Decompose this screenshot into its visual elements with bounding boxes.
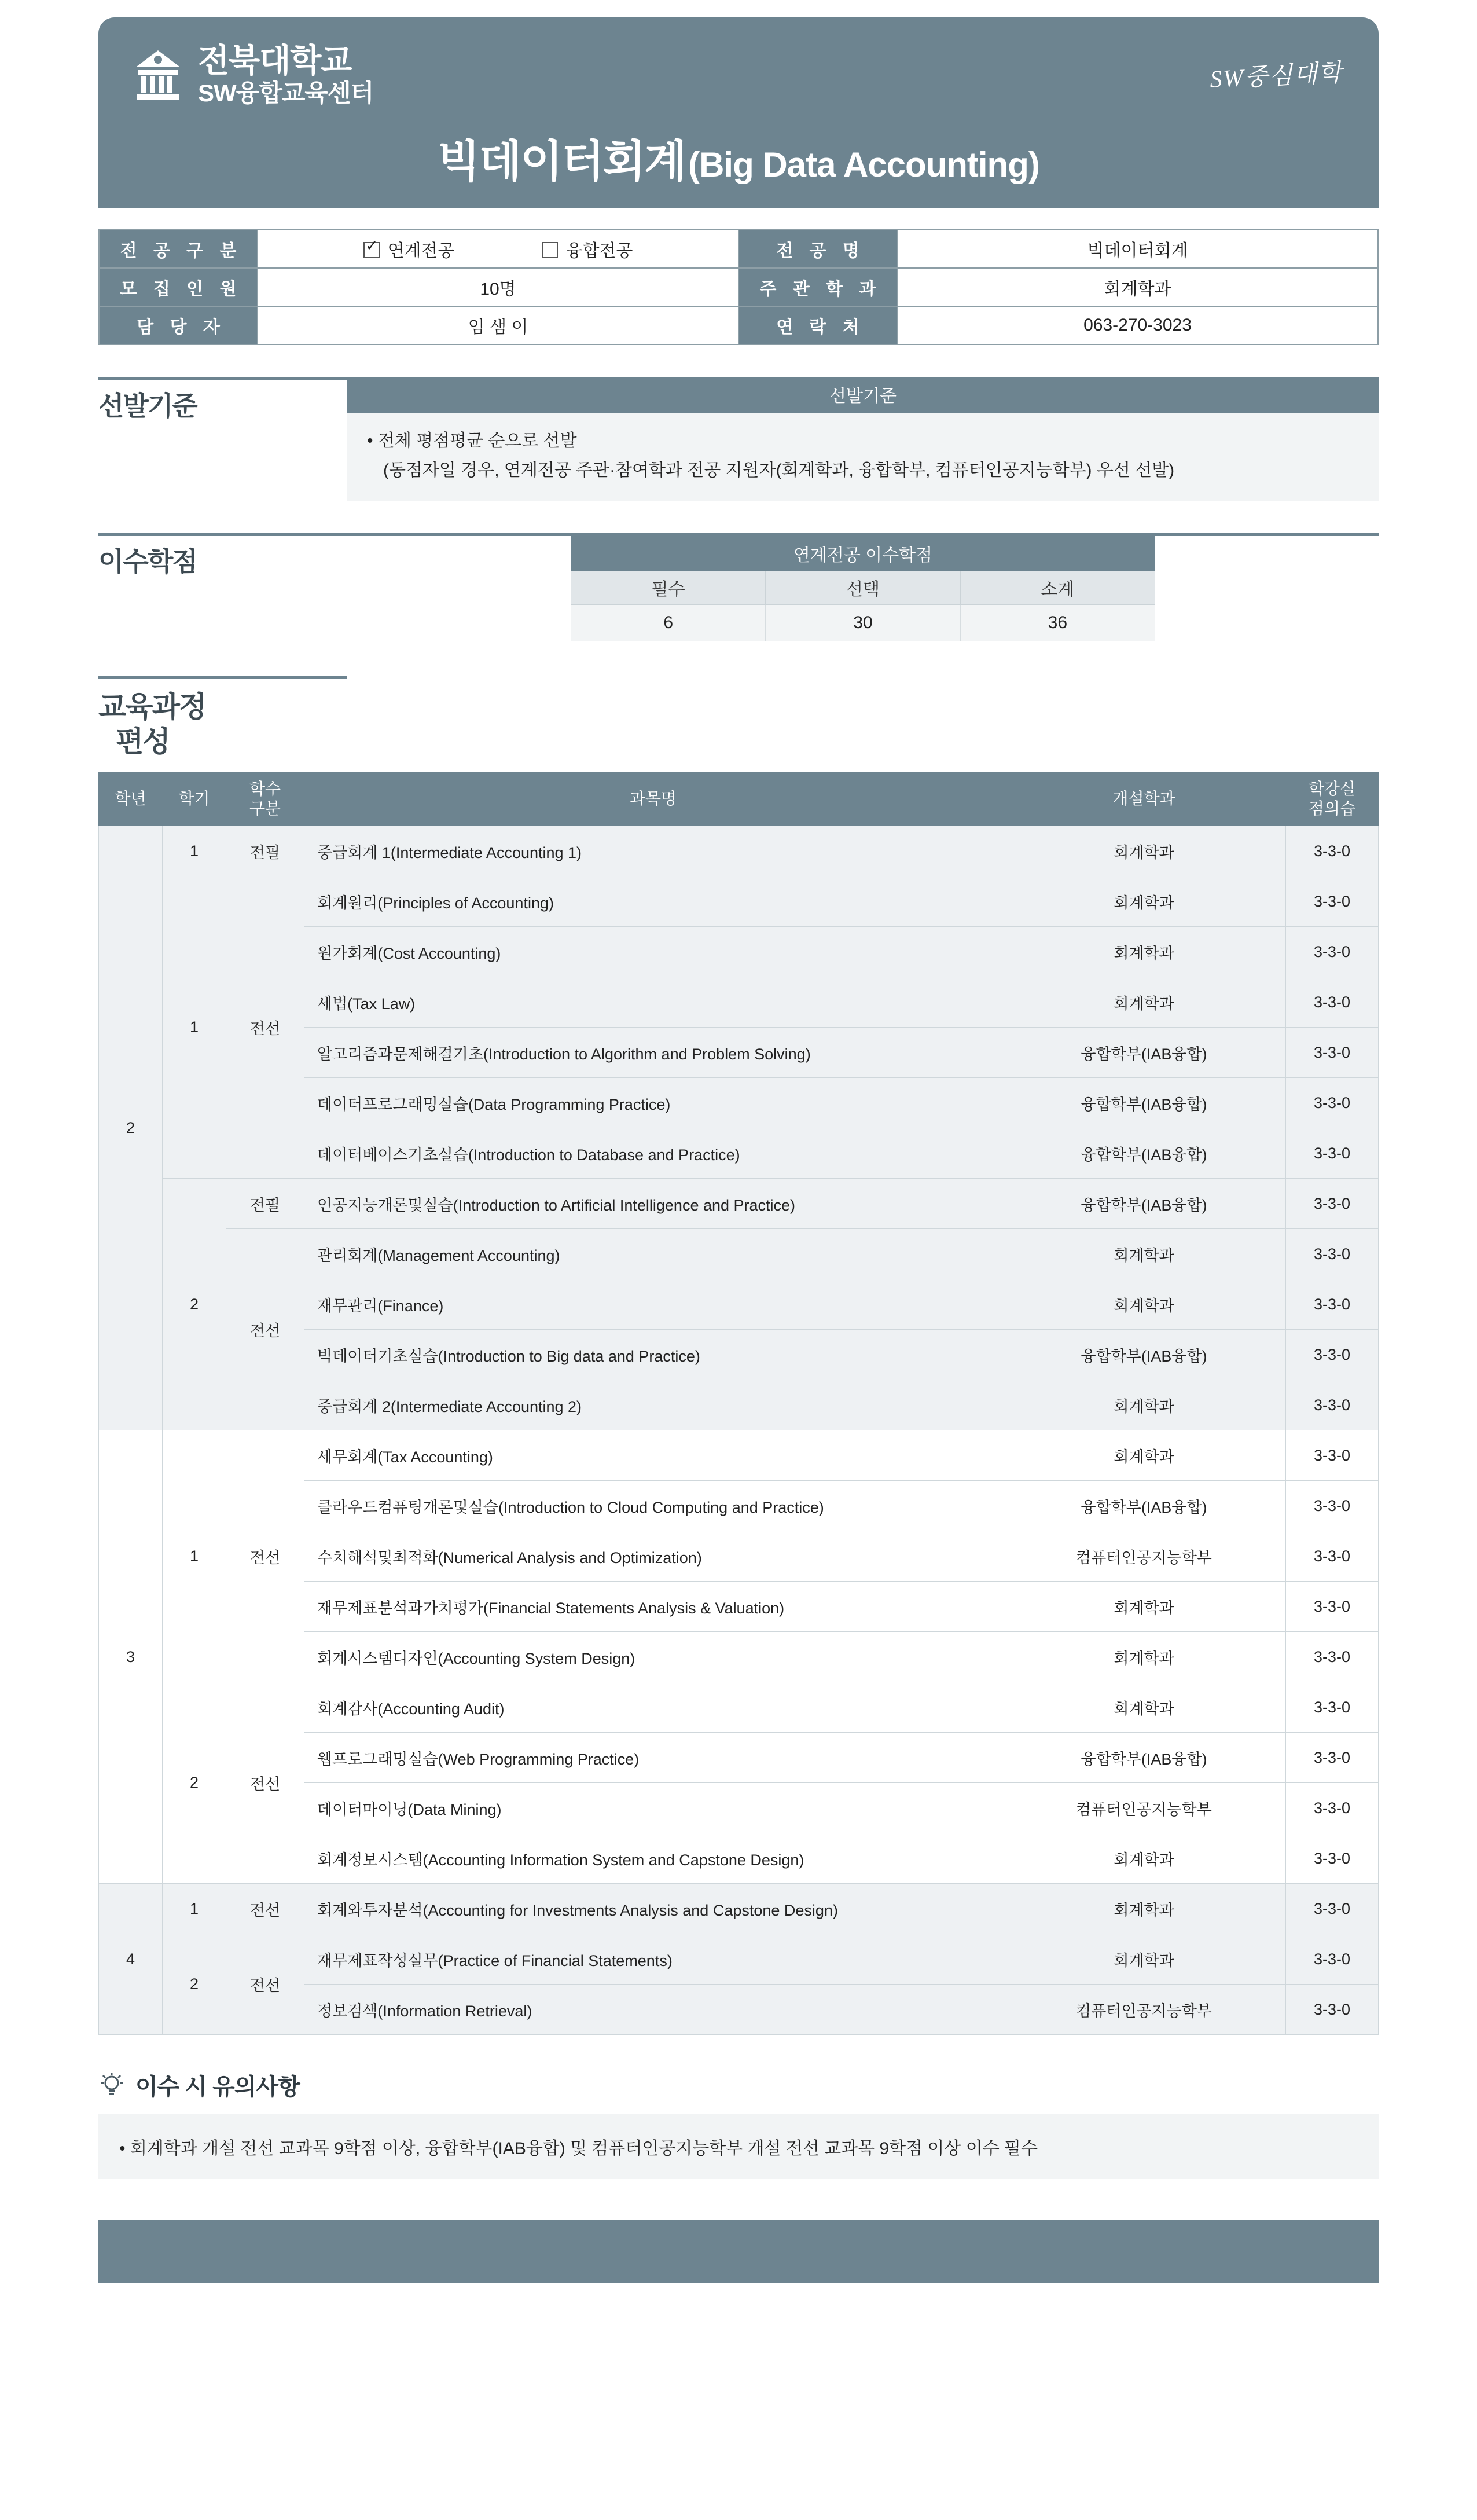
poster-title (133, 126, 1344, 189)
table-row (99, 876, 1379, 927)
selection-section-body (347, 377, 1379, 501)
cell-course-name: 인공지능개론및실습(Introduction to Artificial Intelligence and Practice) (304, 1179, 1002, 1229)
cell-department: 회계학과 (1002, 1682, 1286, 1733)
col-credit-line-2: 점의습 (1308, 799, 1356, 817)
cell-course-name: 빅데이터기초실습(Introduction to Big data and Practice) (304, 1330, 1002, 1380)
cell-credit: 3-3-0 (1286, 876, 1379, 927)
credits-value-total: 36 (960, 605, 1155, 641)
value-manager: 임 샘 이 (258, 306, 738, 344)
credits-table (571, 536, 1155, 641)
cell-credit: 3-3-0 (1286, 977, 1379, 1028)
cell-department: 회계학과 (1002, 1833, 1286, 1884)
cell-course-name: 중급회계 2(Intermediate Accounting 2) (304, 1380, 1002, 1430)
cell-course-name: 데이터프로그래밍실습(Data Programming Practice) (304, 1078, 1002, 1128)
cell-department: 회계학과 (1002, 927, 1286, 977)
cell-department: 회계학과 (1002, 826, 1286, 876)
col-type-line-2: 구분 (249, 799, 281, 817)
table-row (99, 1229, 1379, 1279)
checkbox-checked-icon[interactable] (363, 242, 380, 258)
cell-course-type: 전선 (226, 1430, 304, 1682)
selection-table-header: 선발기준 (347, 380, 1379, 413)
cell-credit: 3-3-0 (1286, 826, 1379, 876)
cell-course-name: 회계시스템디자인(Accounting System Design) (304, 1632, 1002, 1682)
cell-term: 1 (163, 876, 226, 1179)
cell-credit: 3-3-0 (1286, 1783, 1379, 1833)
col-year: 학년 (99, 772, 163, 826)
cell-department: 컴퓨터인공지능학부 (1002, 1783, 1286, 1833)
table-row (99, 1179, 1379, 1229)
cell-department: 컴퓨터인공지능학부 (1002, 1985, 1286, 2035)
col-dept: 개설학과 (1002, 772, 1286, 826)
cell-credit: 3-3-0 (1286, 927, 1379, 977)
cell-department: 회계학과 (1002, 1884, 1286, 1934)
table-row (99, 230, 1378, 268)
cell-credit: 3-3-0 (1286, 1380, 1379, 1430)
info-table (98, 229, 1379, 345)
credits-col-total: 소계 (960, 571, 1155, 605)
selection-criteria-box (347, 413, 1379, 501)
cell-course-name: 재무관리(Finance) (304, 1279, 1002, 1330)
label-contact: 연 락 처 (738, 306, 897, 344)
cell-course-name: 회계와투자분석(Accounting for Investments Analysis and Capstone Design) (304, 1884, 1002, 1934)
cell-department: 융합학부(IAB융합) (1002, 1481, 1286, 1531)
option-linked-label: 연계전공 (387, 241, 455, 261)
cell-credit: 3-3-0 (1286, 1128, 1379, 1179)
cell-department: 회계학과 (1002, 1229, 1286, 1279)
table-row (571, 537, 1155, 571)
col-type-line-1: 학수 (249, 780, 281, 798)
cell-credit: 3-3-0 (1286, 1279, 1379, 1330)
cell-department: 융합학부(IAB융합) (1002, 1128, 1286, 1179)
cell-course-name: 클라우드컴퓨팅개론및실습(Introduction to Cloud Computing and Practice) (304, 1481, 1002, 1531)
selection-line-1: • 전체 평점평균 순으로 선발 (367, 431, 577, 450)
value-major-name: 빅데이터회계 (897, 230, 1378, 268)
cell-department: 융합학부(IAB융합) (1002, 1078, 1286, 1128)
cell-course-name: 세법(Tax Law) (304, 977, 1002, 1028)
cell-course-name: 정보검색(Information Retrieval) (304, 1985, 1002, 2035)
label-dept: 주 관 학 과 (738, 268, 897, 306)
col-term: 학기 (163, 772, 226, 826)
poster-footer-bar (98, 2220, 1379, 2283)
cell-course-name: 중급회계 1(Intermediate Accounting 1) (304, 826, 1002, 876)
cell-course-name: 관리회계(Management Accounting) (304, 1229, 1002, 1279)
university-emblem-icon (133, 47, 183, 102)
cell-term: 2 (163, 1179, 226, 1430)
selection-line-2: (동점자일 경우, 연계전공 주관·참여학과 전공 지원자(회계학과, 융합학부, 컴퓨터인공지능학부) 우선 선발) (383, 461, 1175, 480)
cell-term: 2 (163, 1682, 226, 1884)
cell-credit: 3-3-0 (1286, 1481, 1379, 1531)
notes-section (98, 2068, 1379, 2179)
label-major-name: 전 공 명 (738, 230, 897, 268)
cell-course-name: 데이터베이스기초실습(Introduction to Database and Practice) (304, 1128, 1002, 1179)
cell-credit: 3-3-0 (1286, 1632, 1379, 1682)
cell-credit: 3-3-0 (1286, 1582, 1379, 1632)
credits-section-title: 이수학점 (98, 533, 347, 579)
cell-credit: 3-3-0 (1286, 1078, 1379, 1128)
curriculum-table (98, 772, 1379, 2035)
cell-credit: 3-3-0 (1286, 1682, 1379, 1733)
table-row (99, 1884, 1379, 1934)
cell-course-type: 전선 (226, 876, 304, 1179)
cell-year: 2 (99, 826, 163, 1430)
table-row (99, 1934, 1379, 1985)
label-quota: 모 집 인 원 (99, 268, 258, 306)
curriculum-title-line-2: 편성 (116, 725, 170, 758)
cell-course-name: 회계정보시스템(Accounting Information System and Capstone Design) (304, 1833, 1002, 1884)
cell-course-name: 회계원리(Principles of Accounting) (304, 876, 1002, 927)
cell-course-type: 전선 (226, 1934, 304, 2035)
label-manager: 담 당 자 (99, 306, 258, 344)
center-name: SW융합교육센터 (198, 79, 374, 107)
cell-course-name: 원가회계(Cost Accounting) (304, 927, 1002, 977)
cell-credit: 3-3-0 (1286, 1833, 1379, 1884)
lightbulb-icon (98, 2072, 125, 2099)
cell-department: 융합학부(IAB융합) (1002, 1028, 1286, 1078)
cell-course-name: 웹프로그래밍실습(Web Programming Practice) (304, 1733, 1002, 1783)
cell-credit: 3-3-0 (1286, 1531, 1379, 1582)
col-type (226, 772, 304, 826)
value-contact: 063-270-3023 (897, 306, 1378, 344)
cell-department: 회계학과 (1002, 1632, 1286, 1682)
cell-course-type: 전필 (226, 1179, 304, 1229)
notes-title-row (98, 2068, 1379, 2101)
option-converged-label: 융합전공 (565, 241, 633, 261)
table-row (99, 1682, 1379, 1733)
curriculum-title-line-1: 교육과정 (98, 691, 206, 723)
credits-section-body (347, 533, 1379, 641)
cell-course-name: 세무회계(Tax Accounting) (304, 1430, 1002, 1481)
table-row (99, 826, 1379, 876)
cell-course-name: 수치해석및최적화(Numerical Analysis and Optimization) (304, 1531, 1002, 1582)
cell-credit: 3-3-0 (1286, 1229, 1379, 1279)
cell-year: 3 (99, 1430, 163, 1884)
col-credit (1286, 772, 1379, 826)
cell-department: 컴퓨터인공지능학부 (1002, 1531, 1286, 1582)
cell-department: 회계학과 (1002, 977, 1286, 1028)
cell-department: 융합학부(IAB융합) (1002, 1179, 1286, 1229)
table-row (99, 306, 1378, 344)
credits-value-required: 6 (571, 605, 766, 641)
major-type-options (258, 230, 738, 268)
cell-course-name: 재무제표분석과가치평가(Financial Statements Analysis & Valuation) (304, 1582, 1002, 1632)
value-quota: 10명 (258, 268, 738, 306)
cell-credit: 3-3-0 (1286, 1985, 1379, 2035)
cell-credit: 3-3-0 (1286, 1430, 1379, 1481)
title-english: (Big Data Accounting) (688, 145, 1039, 184)
cell-department: 회계학과 (1002, 1380, 1286, 1430)
credits-col-elective: 선택 (766, 571, 960, 605)
cell-credit: 3-3-0 (1286, 1934, 1379, 1985)
label-major-type: 전 공 구 분 (99, 230, 258, 268)
table-row (99, 268, 1378, 306)
table-row (571, 571, 1155, 605)
curriculum-section-title (98, 676, 347, 759)
cell-department: 회계학과 (1002, 1934, 1286, 1985)
cell-credit: 3-3-0 (1286, 1330, 1379, 1380)
cell-course-type: 전선 (226, 1682, 304, 1884)
selection-section-title: 선발기준 (98, 377, 347, 423)
cell-department: 융합학부(IAB융합) (1002, 1330, 1286, 1380)
cell-term: 2 (163, 1934, 226, 2035)
university-name: 전북대학교 (198, 42, 352, 79)
col-credit-line-1: 학강실 (1308, 780, 1356, 798)
checkbox-empty-icon[interactable] (542, 242, 558, 258)
credits-table-header: 연계전공 이수학점 (571, 537, 1155, 571)
cell-department: 융합학부(IAB융합) (1002, 1733, 1286, 1783)
cell-credit: 3-3-0 (1286, 1733, 1379, 1783)
cell-course-name: 재무제표작성실무(Practice of Financial Statements) (304, 1934, 1002, 1985)
cell-department: 회계학과 (1002, 876, 1286, 927)
cell-credit: 3-3-0 (1286, 1028, 1379, 1078)
selection-section (98, 377, 1379, 501)
credits-col-required: 필수 (571, 571, 766, 605)
cell-department: 회계학과 (1002, 1430, 1286, 1481)
cell-credit: 3-3-0 (1286, 1884, 1379, 1934)
cell-credit: 3-3-0 (1286, 1179, 1379, 1229)
notes-text-box: • 회계학과 개설 전선 교과목 9학점 이상, 융합학부(IAB융합) 및 컴퓨터인공지능학부 개설 전선 교과목 9학점 이상 이수 필수 (98, 2114, 1379, 2179)
poster-body (98, 208, 1379, 2179)
notes-title-text: 이수 시 유의사항 (135, 2074, 300, 2100)
poster-header (98, 17, 1379, 208)
cell-term: 1 (163, 1884, 226, 1934)
table-row (571, 605, 1155, 641)
table-header-row (99, 772, 1379, 826)
brand-text (198, 43, 373, 107)
cell-course-name: 알고리즘과문제해결기초(Introduction to Algorithm and Problem Solving) (304, 1028, 1002, 1078)
cell-department: 회계학과 (1002, 1279, 1286, 1330)
cell-year: 4 (99, 1884, 163, 2035)
poster-page (0, 17, 1477, 2520)
cell-course-type: 전필 (226, 826, 304, 876)
cell-department: 회계학과 (1002, 1582, 1286, 1632)
col-course: 과목명 (304, 772, 1002, 826)
cell-course-type: 전선 (226, 1884, 304, 1934)
cell-course-type: 전선 (226, 1229, 304, 1430)
table-row (99, 1430, 1379, 1481)
credits-value-elective: 30 (766, 605, 960, 641)
cell-course-name: 데이터마이닝(Data Mining) (304, 1783, 1002, 1833)
value-dept: 회계학과 (897, 268, 1378, 306)
brand-block (133, 43, 1344, 107)
credits-section (98, 533, 1379, 641)
curriculum-table-body (99, 826, 1379, 2035)
cell-term: 1 (163, 1430, 226, 1682)
sw-university-badge: SW중심대학 (1208, 60, 1344, 93)
cell-course-name: 회계감사(Accounting Audit) (304, 1682, 1002, 1733)
cell-term: 1 (163, 826, 226, 876)
title-korean: 빅데이터회계 (438, 137, 686, 186)
option-converged-major[interactable] (542, 236, 633, 262)
option-linked-major[interactable] (363, 236, 455, 262)
